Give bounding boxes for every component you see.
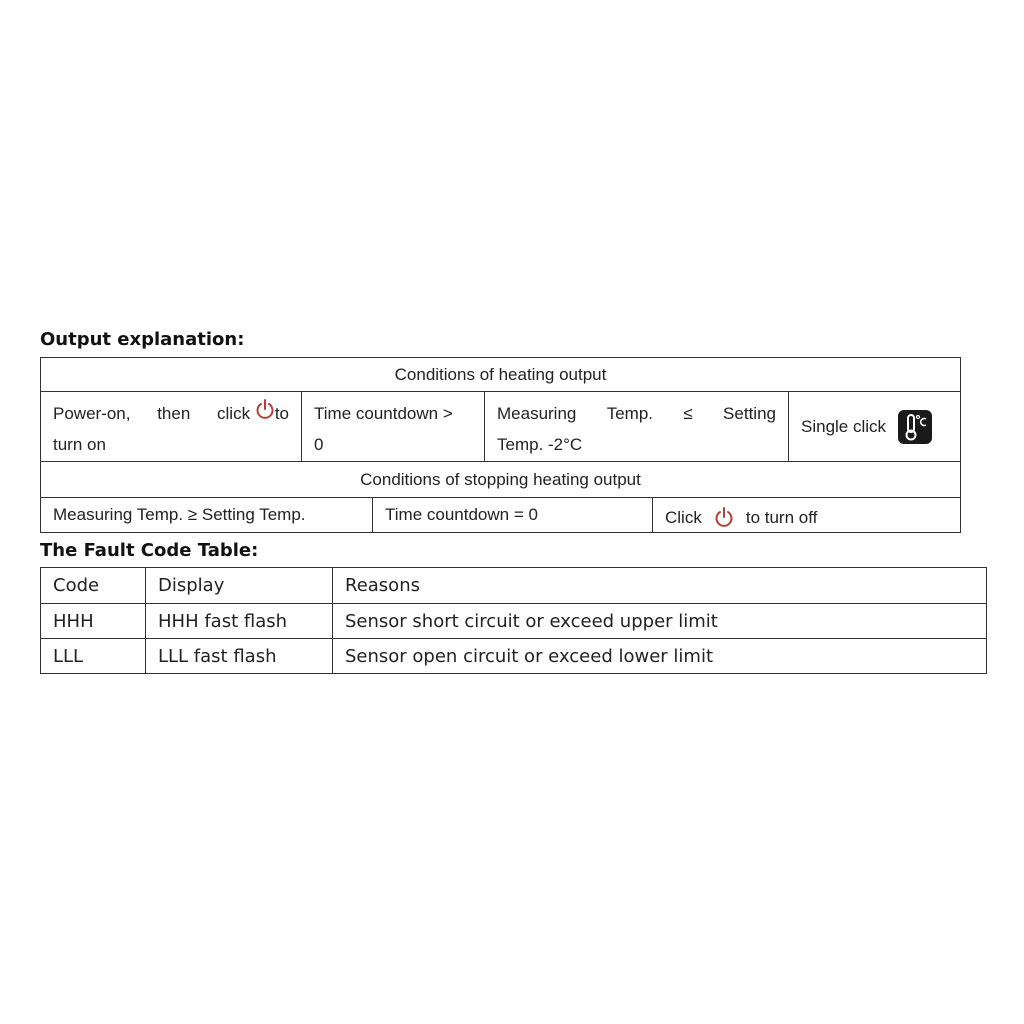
- stopping-cond-countdown: [372, 497, 653, 533]
- turn-off-text: to turn off: [745, 508, 818, 527]
- header-reasons-text: Reasons: [345, 575, 420, 596]
- single-click-text: Single click: [801, 416, 887, 436]
- fault-header-reasons: [332, 567, 987, 604]
- table-row-hhh-display: [145, 603, 333, 639]
- turn-on-text: turn on: [53, 435, 106, 454]
- fault-code-table-heading: The Fault Code Table:: [40, 540, 259, 561]
- heating-cond-measuring: [484, 391, 789, 462]
- le-symbol: ≤: [683, 404, 693, 423]
- stopping-cond-measuring: [40, 497, 373, 533]
- countdown-line2: 0: [314, 435, 324, 454]
- measuring-line2: Temp. -2°C: [497, 435, 583, 454]
- table-row-lll-reason: [332, 638, 987, 674]
- table-row-hhh-code: [40, 603, 146, 639]
- stopping-countdown-text: Time countdown = 0: [385, 505, 538, 524]
- stopping-measuring-text: Measuring Temp. ≥ Setting Temp.: [53, 505, 306, 524]
- table-row-hhh-reason: [332, 603, 987, 639]
- power-icon: [714, 507, 734, 529]
- output-explanation-heading: Output explanation:: [40, 329, 245, 350]
- then-word: then: [157, 404, 191, 423]
- fault-header-code: [40, 567, 146, 604]
- measuring-word: Measuring: [497, 404, 577, 423]
- reason-cell: Sensor short circuit or exceed upper limit: [345, 610, 718, 632]
- heating-conditions-header: [40, 357, 961, 392]
- header-display-text: Display: [158, 575, 225, 596]
- heating-cond-power-on: [40, 391, 302, 462]
- table-row-lll-code: [40, 638, 146, 674]
- heating-cond-single-click: [788, 391, 961, 462]
- code-cell: HHH: [53, 610, 94, 632]
- table-row-lll-display: [145, 638, 333, 674]
- reason-cell: Sensor open circuit or exceed lower limit: [345, 645, 713, 667]
- click-word-stop: Click: [665, 508, 702, 527]
- thermometer-celsius-icon: [898, 410, 932, 444]
- stopping-cond-click: [652, 497, 961, 533]
- countdown-line1: Time countdown >: [314, 404, 453, 423]
- setting-word: Setting: [723, 404, 776, 423]
- code-cell: LLL: [53, 645, 84, 667]
- display-cell: LLL fast flash: [158, 645, 277, 667]
- power-icon: [255, 399, 275, 421]
- heating-conditions-title: Conditions of heating output: [394, 364, 607, 384]
- fault-header-display: [145, 567, 333, 604]
- power-on-word: Power-on,: [53, 404, 131, 423]
- stopping-conditions-title: Conditions of stopping heating output: [360, 469, 641, 489]
- click-word: click: [217, 404, 251, 423]
- header-code-text: Code: [53, 575, 100, 596]
- temp-word: Temp.: [606, 404, 654, 423]
- stopping-conditions-header: [40, 461, 961, 498]
- heating-cond-countdown: [301, 391, 485, 462]
- to-word: to: [274, 404, 289, 423]
- display-cell: HHH fast flash: [158, 610, 288, 632]
